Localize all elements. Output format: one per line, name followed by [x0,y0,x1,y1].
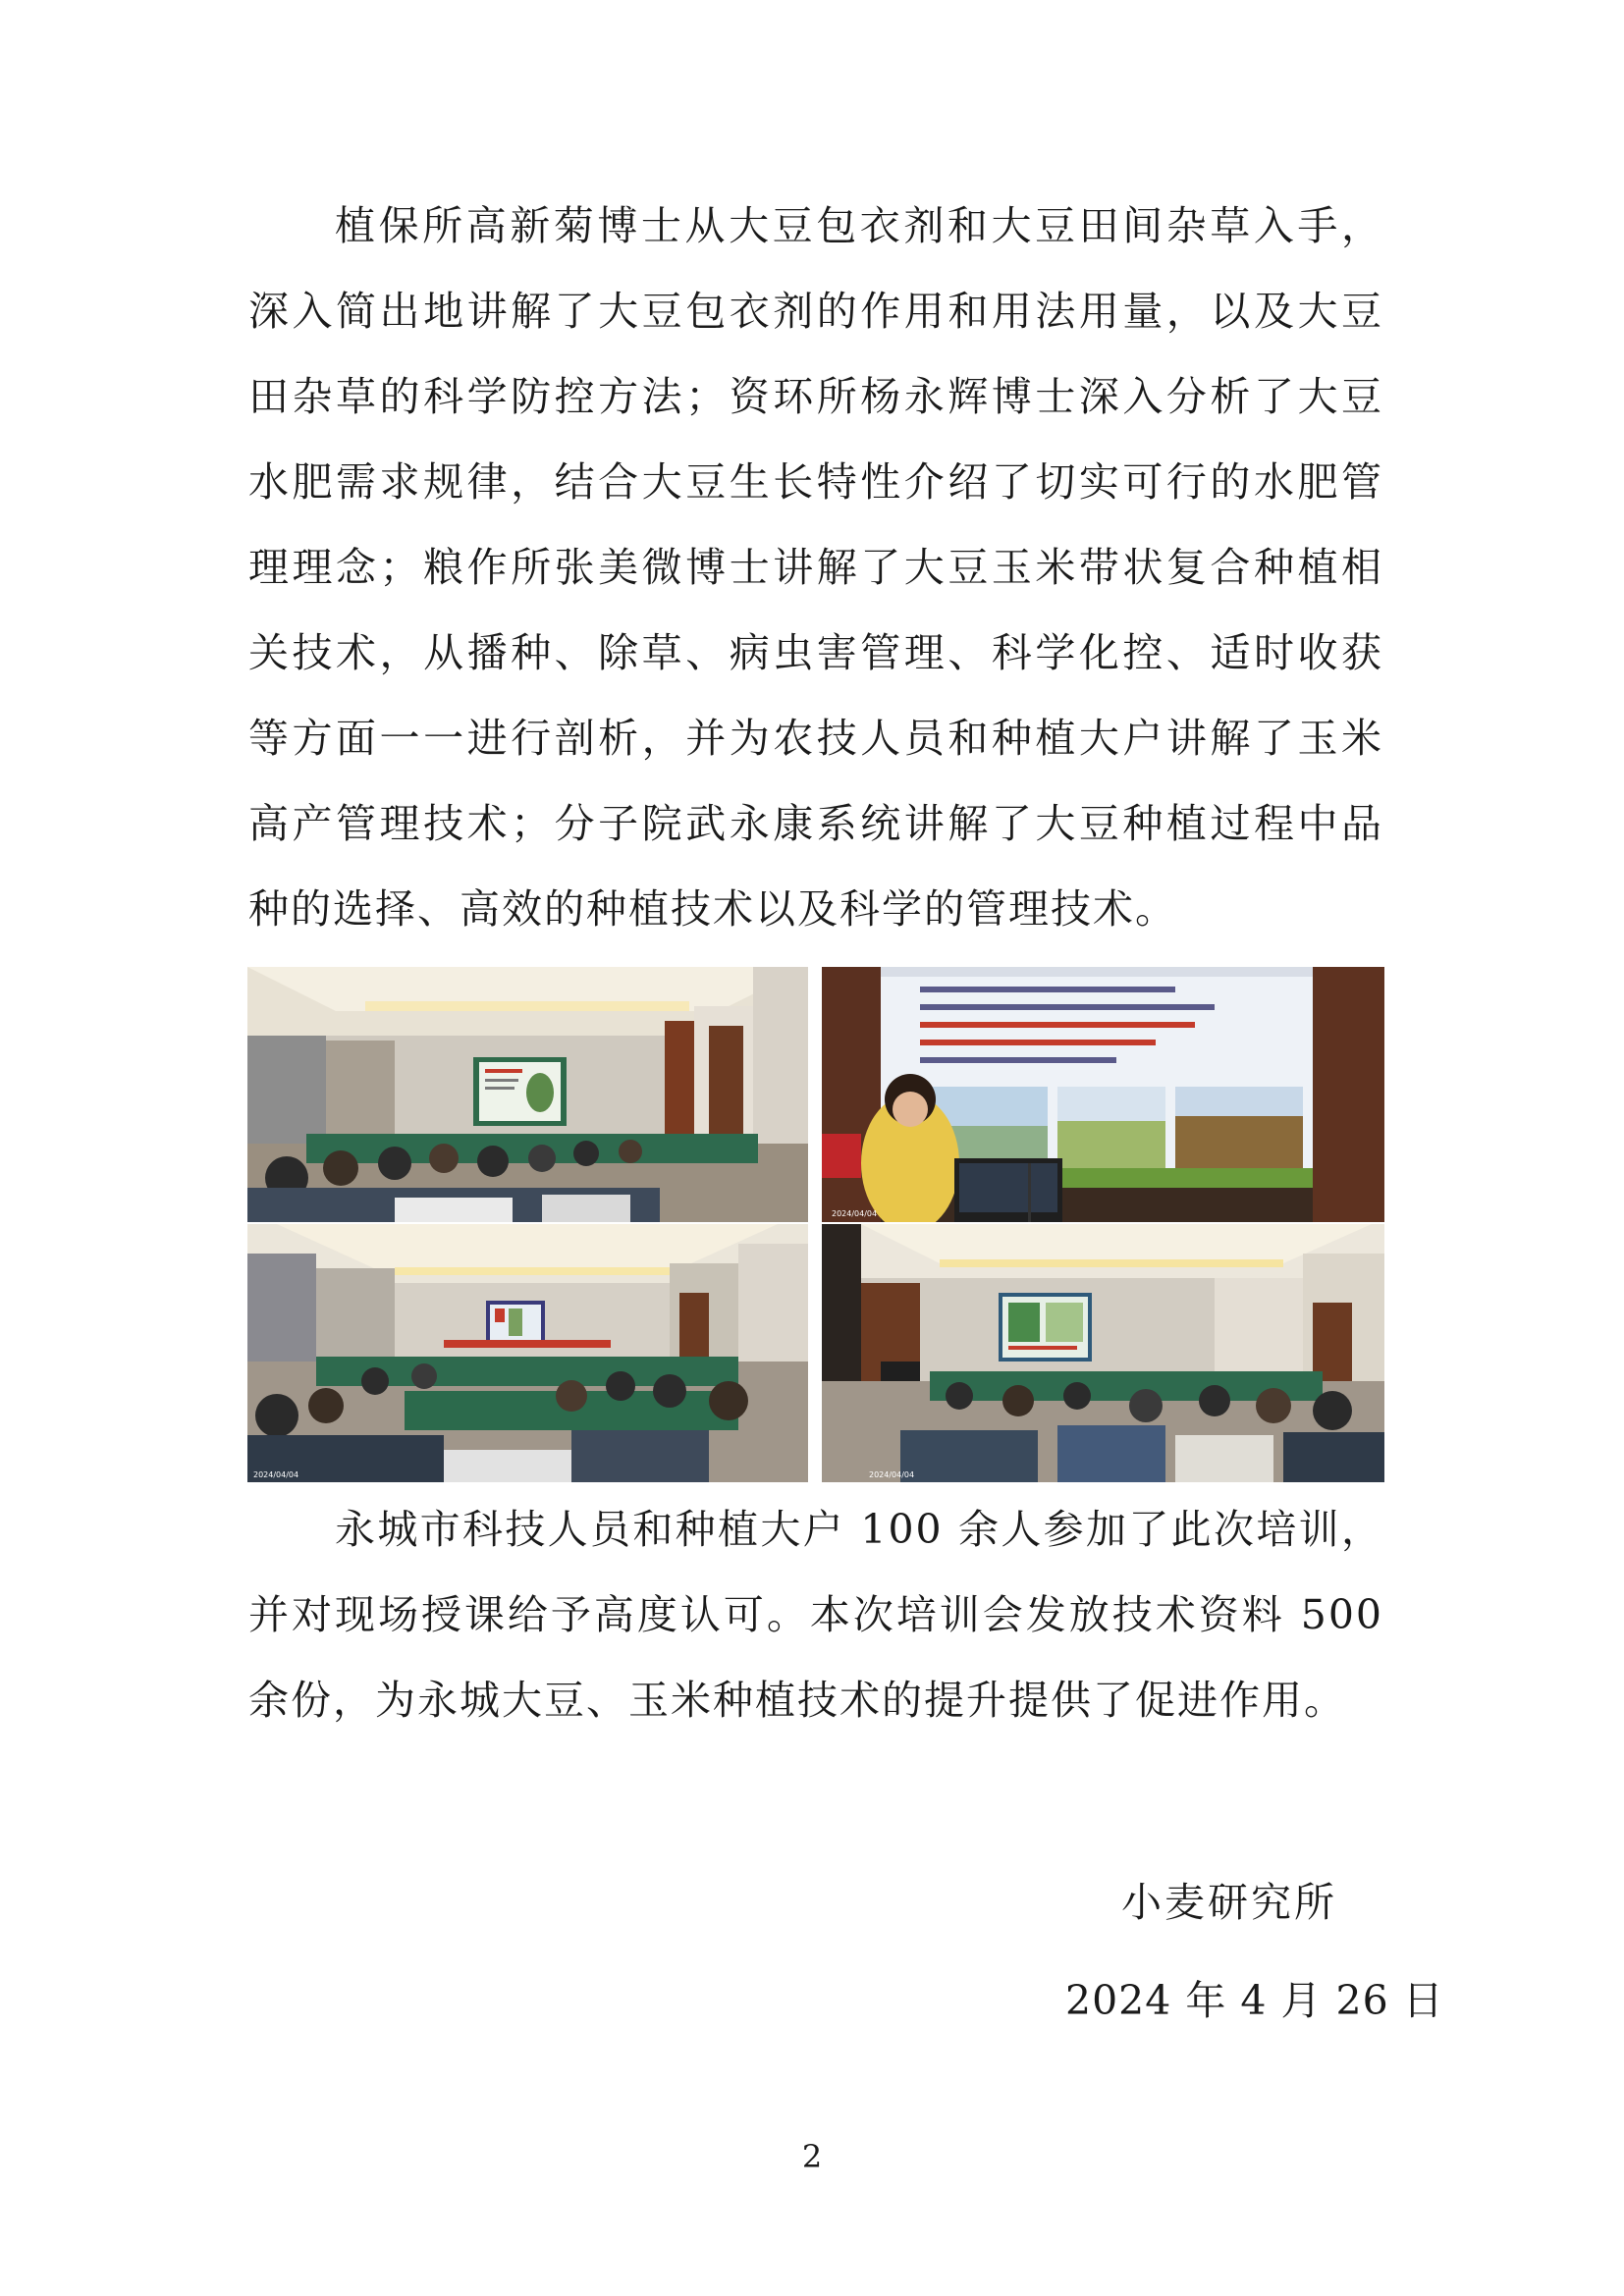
signature-organization: 小麦研究所 [1121,1879,1337,1926]
photo-hall-wide-view [247,1224,808,1482]
signature-date: 2024 年 4 月 26 日 [1065,1977,1444,2024]
body-paragraph-1: 植保所高新菊博士从大豆包衣剂和大豆田间杂草入手，深入简出地讲解了大豆包衣剂的作用和用法用量，以及大豆田杂草的科学防控方法；资环所杨永辉博士深入分析了大豆水肥需求规律，结合大豆生长特性介绍了切实可行的水肥管理理念；粮作所张美微博士讲解了大豆玉米带状复合种植相关技术，从播种、除草、病虫害管理、科学化控、适时收获等方面一一进行剖析，并为农技人员和种植大户讲解了玉米高产管理技术；分子院武永康系统讲解了大豆种植过程中品种的选择、高效的种植技术以及科学的管理技术。 [248,202,1383,933]
photo-conference-hall-audience [247,967,808,1222]
page-number: 2 [801,2138,823,2175]
svg-text:2024/04/04: 2024/04/04 [832,1209,878,1218]
photo-presenter-at-screen [822,967,1384,1222]
body-paragraph-2: 永城市科技人员和种植大户 100 余人参加了此次培训，并对现场授课给予高度认可。本次培训会发放技术资料 500 余份，为永城大豆、玉米种植技术的提升提供了促进作用。 [248,1506,1383,1724]
svg-text:2024/04/04: 2024/04/04 [869,1470,915,1479]
photo-hall-lectern [822,1224,1384,1482]
training-photo-grid [247,967,1384,1482]
svg-text:2024/04/04: 2024/04/04 [253,1470,299,1479]
